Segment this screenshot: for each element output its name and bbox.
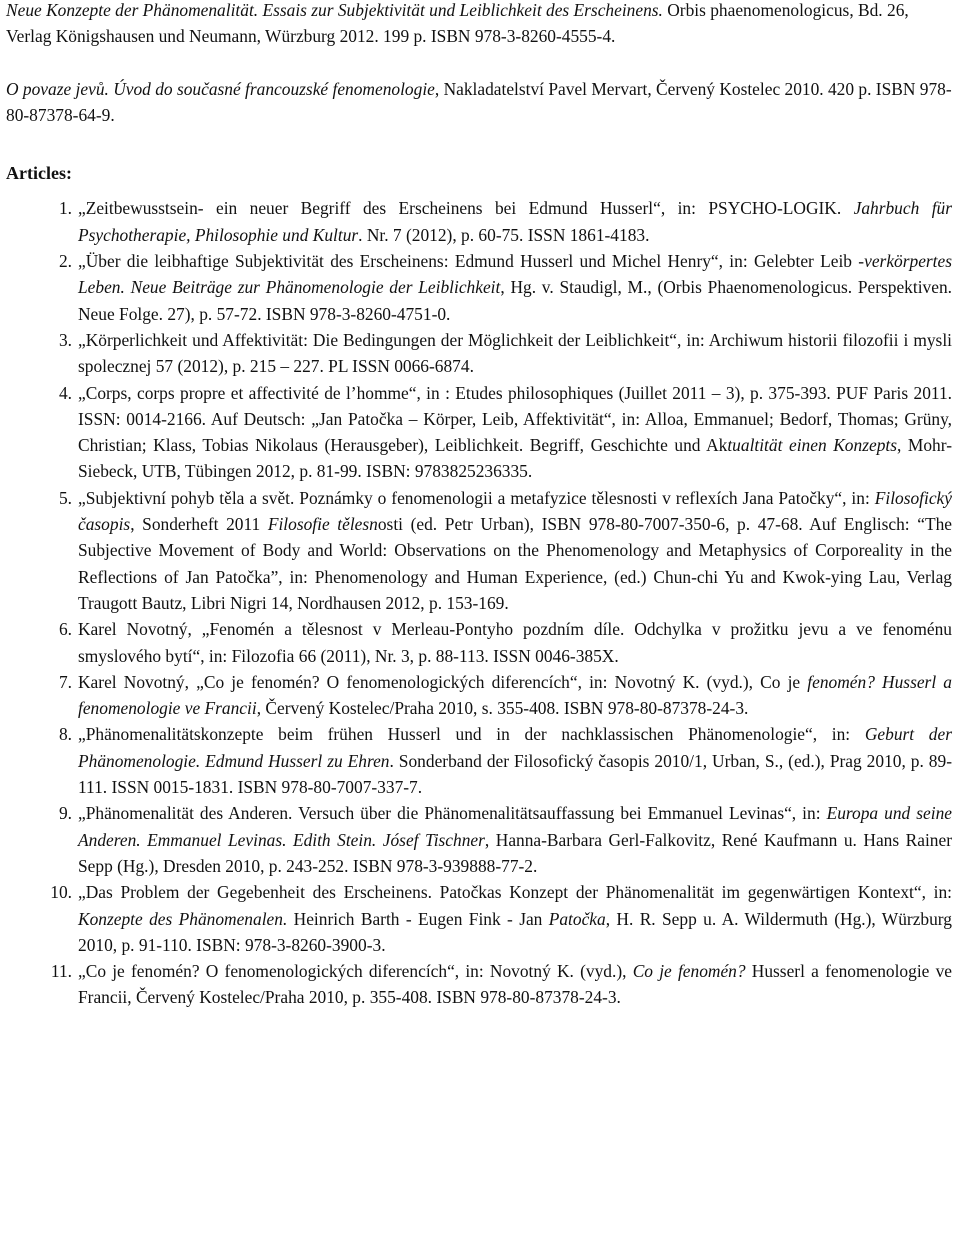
article-item bbox=[6, 800, 952, 879]
text-run: „Das Problem der Gegebenheit des Erscheinens. Patočkas Konzept der Phänomenalität im gegenwärtigen Kontext“, in: bbox=[78, 882, 952, 903]
article-item bbox=[6, 721, 952, 800]
text-run: Heinrich Barth - Eugen Fink - Jan bbox=[287, 908, 549, 929]
italic-text: O povaze jevů. Úvod do současné francouzské fenomenologie bbox=[6, 78, 435, 99]
article-number: 7. bbox=[58, 671, 72, 692]
italic-text: Geburt der Phänomenologie. Edmund Husserl zu Ehren bbox=[78, 724, 952, 771]
article-item bbox=[6, 485, 952, 616]
italic-text: Co je fenomén? bbox=[632, 961, 746, 982]
italic-text: verkörpertes Leben. Neue Beiträge zur Phänomenologie der Leiblichkeit bbox=[78, 251, 952, 298]
text-run: , Nakladatelství Pavel Mervart, Červený Kostelec 2010. 420 p. ISBN 978-80-87378-64-9. bbox=[6, 78, 952, 125]
text-run: „Co je fenomén? O fenomenologických diferencích“, in: Novotný K. (vyd.), bbox=[78, 961, 633, 982]
article-citation bbox=[78, 958, 952, 1011]
italic-text: Europa und seine Anderen. Emmanuel Levinas. Edith Stein. Jósef Tischner bbox=[78, 803, 952, 850]
italic-text: Patočka bbox=[548, 908, 606, 929]
text-run: Husserl a fenomenologie ve Francii, Červený Kostelec/Praha 2010, p. 355-408. ISBN 978-80-87378-24-3. bbox=[78, 961, 952, 1008]
article-list bbox=[6, 195, 952, 1010]
article-citation bbox=[78, 800, 952, 879]
text-run: . Sonderband der Filosofický časopis 2010/1, Urban, S., (ed.), Prag 2010, p. 89-111. ISSN 0015-1831. ISBN 978-80-7007-337-7. bbox=[78, 750, 952, 798]
article-item bbox=[6, 195, 952, 248]
article-citation bbox=[78, 327, 952, 380]
text-run: . Nr. 7 (2012), p. 60-75. ISSN 1861-4183. bbox=[358, 224, 650, 245]
text-run: „Über die leibhaftige Subjektivität des Erscheinens: Edmund Husserl und Michel Henry“, in: Gelebter Leib - bbox=[78, 251, 865, 272]
article-citation bbox=[78, 879, 952, 958]
article-item bbox=[6, 248, 952, 327]
text-run: „Phänomenalitätskonzepte beim frühen Husserl und in der nachklassischen Phänomenologie“, in: bbox=[78, 724, 865, 745]
article-citation bbox=[78, 195, 952, 248]
text-run: Karel Novotný, „Co je fenomén? O fenomenologických diferencích“, in: Novotný K. (vyd.), Co je bbox=[78, 671, 808, 692]
article-number: 5. bbox=[58, 487, 72, 508]
article-number: 1. bbox=[58, 198, 72, 219]
article-citation bbox=[78, 616, 952, 669]
text-run: Karel Novotný, „Fenomén a tělesnost v Merleau-Pontyho pozdním díle. Odchylka v prožitku jevu a ve fenoménu smyslového bytí“, in: Filozofia 66 (2011), Nr. 3, p. 88-113. ISSN 0046-385X. bbox=[78, 619, 952, 666]
article-number: 6. bbox=[58, 619, 72, 640]
italic-text: tualtität einen Konzepts bbox=[727, 435, 897, 456]
italic-text: Jahrbuch für Psychotherapie, Philosophie und Kultur bbox=[78, 198, 952, 245]
text-run: , H. R. Sepp u. A. Wildermuth (Hg.), Würzburg 2010, p. 91-110. ISBN: 978-3-8260-3900-3. bbox=[78, 908, 952, 955]
text-run: , Hanna-Barbara Gerl-Falkovitz, René Kaufmann u. Hans Rainer Sepp (Hg.), Dresden 2010, p. 243-252. ISBN 978-3-939888-77-2. bbox=[78, 829, 952, 876]
article-citation bbox=[78, 380, 952, 485]
article-number: 10. bbox=[50, 882, 72, 903]
text-run: „Zeitbewusstsein- ein neuer Begriff des Erscheinens bei Edmund Husserl“, in: PSYCHO-LOGIK. bbox=[78, 198, 854, 219]
article-number: 11. bbox=[50, 961, 72, 982]
article-number: 4. bbox=[58, 382, 72, 403]
article-citation bbox=[78, 721, 952, 800]
article-citation bbox=[78, 248, 952, 327]
italic-text: Neue Konzepte der Phänomenalität. Essais zur Subjektivität und Leiblichkeit des Erscheinens. bbox=[6, 0, 663, 20]
italic-text: Filosofický časopis bbox=[78, 487, 952, 535]
article-item bbox=[6, 879, 952, 958]
text-run: „Körperlichkeit und Affektivität: Die Bedingungen der Möglichkeit der Leiblichkeit“, in: Archiwum historii filozofii i mysli spolecznej 57 (2012), p. 215 – 227. PL ISSN 0066-6874. bbox=[78, 329, 952, 377]
text-run: „Corps, corps propre et affectivité de l’homme“, in : Etudes philosophiques (Juillet 2011 – 3), p. 375-393. PUF Paris 2011. ISSN: 0014-2166. Auf Deutsch: „Jan Patočka – Körper, Leib, Affektivität“, in: Alloa, Emmanuel; Bedorf, Thomas; Grüny, Christian; Klass, Tobias Nikolaus (Herausgeber), Leiblichkeit. Begriff, Geschichte und Ak bbox=[78, 382, 952, 456]
article-item bbox=[6, 380, 952, 485]
articles-heading: Articles: bbox=[6, 163, 72, 184]
book-list bbox=[6, 0, 952, 128]
text-run: , Sonderheft 2011 bbox=[130, 514, 268, 535]
article-item bbox=[6, 669, 952, 722]
text-run: , Hg. v. Staudigl, M., (Orbis Phaenomenologicus. Perspektiven. Neue Folge. 27), p. 57-72. ISBN 978-3-8260-4751-0. bbox=[78, 277, 952, 324]
italic-text: fenomén? Husserl a fenomenologie ve Francii bbox=[78, 671, 953, 719]
text-run: „Subjektivní pohyb těla a svět. Poznámky o fenomenologii a metafyzice tělesnosti v reflexích Jana Patočky“, in: bbox=[78, 487, 875, 508]
article-item bbox=[6, 327, 952, 380]
article-citation bbox=[78, 485, 952, 616]
book-entry bbox=[6, 76, 952, 129]
article-number: 8. bbox=[58, 724, 72, 745]
italic-text: Filosofie tělesn bbox=[267, 514, 378, 535]
book-entry bbox=[6, 0, 952, 50]
article-number: 9. bbox=[58, 803, 72, 824]
text-run: , Červený Kostelec/Praha 2010, s. 355-408. ISBN 978-80-87378-24-3. bbox=[256, 698, 749, 719]
article-citation bbox=[78, 669, 952, 722]
article-number: 3. bbox=[58, 329, 72, 350]
text-run: Orbis phaenomenologicus, Bd. 26, Verlag Königshausen und Neumann, Würzburg 2012. 199 p. ISBN 978-3-8260-4555-4. bbox=[6, 0, 909, 47]
text-run: „Phänomenalität des Anderen. Versuch über die Phänomenalitätsauffassung bei Emmanuel Levinas“, in: bbox=[78, 803, 827, 824]
article-number: 2. bbox=[58, 251, 72, 272]
italic-text: Konzepte des Phänomenalen. bbox=[78, 908, 288, 929]
article-item bbox=[6, 616, 952, 669]
text-run: osti (ed. Petr Urban), ISBN 978-80-7007-350-6, p. 47-68. Auf Englisch: “The Subjective Movement of Body and World: Observations on the Phenomenology and Metaphysics of Corporeality in the Reflections of Jan Patočka”, in: Phenomenology and Human Experience, (ed.) Chun-chi Yu and Kwok-ying Lau, Verlag Traugott Bautz, Libri Nigri 14, Nordhausen 2012, p. 153-169. bbox=[78, 514, 952, 613]
article-item bbox=[6, 958, 952, 1011]
text-run: , Mohr-Siebeck, UTB, Tübingen 2012, p. 81-99. ISBN: 9783825236335. bbox=[78, 435, 952, 482]
